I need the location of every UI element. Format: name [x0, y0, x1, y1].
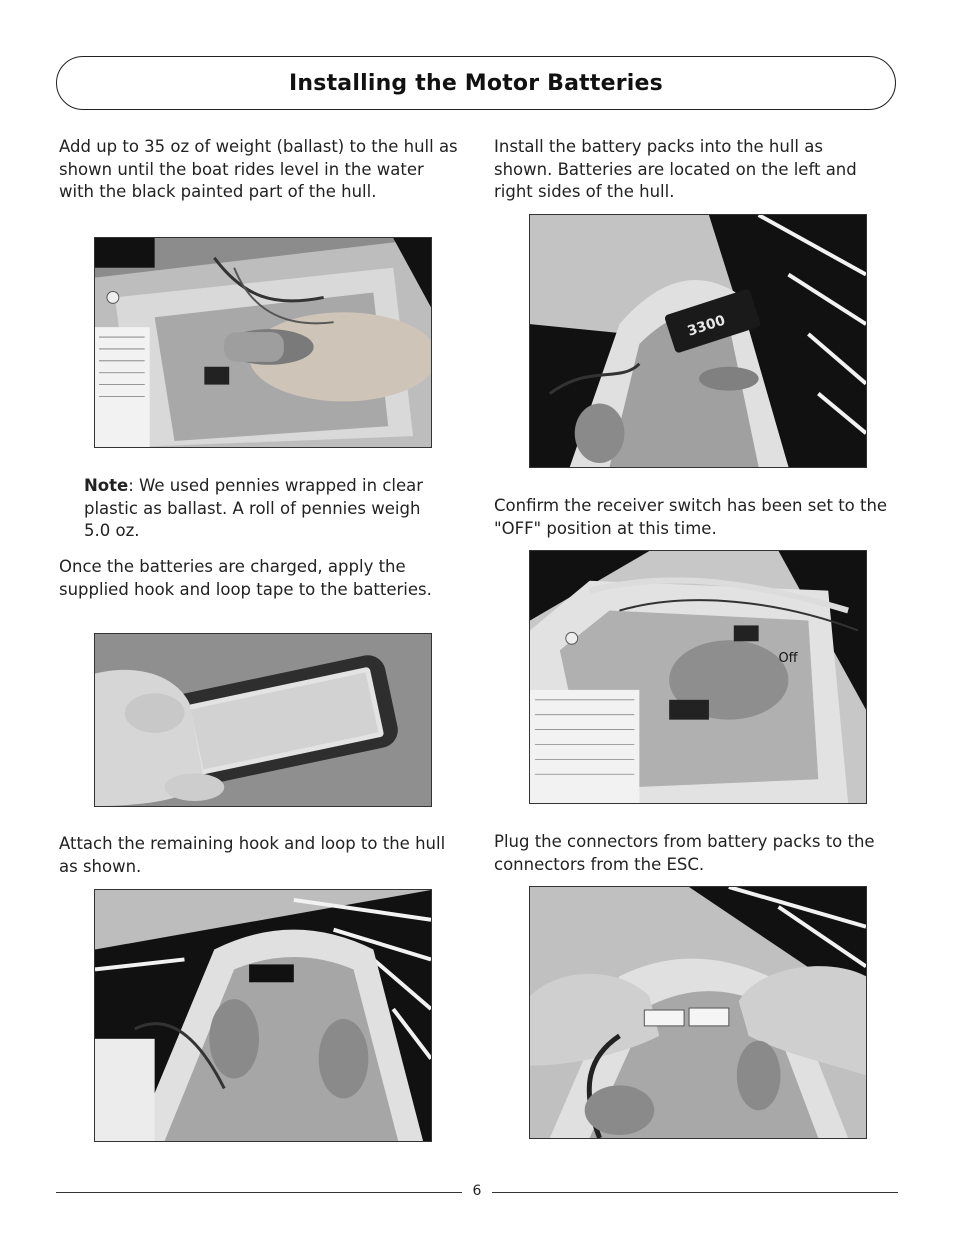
switch-off-label: Off	[778, 651, 798, 667]
page-title: Installing the Motor Batteries	[289, 70, 663, 96]
install-batteries-instruction: Install the battery packs into the hull as shown. Batteries are located on the left and right sides of the hull.	[494, 137, 857, 201]
note-paragraph	[84, 475, 424, 543]
title-banner	[56, 56, 896, 110]
connector-instruction: Plug the connectors from battery packs to the connectors from the ESC.	[494, 832, 875, 874]
footer-rule-right	[492, 1192, 898, 1193]
batteries-installed-photo	[529, 214, 867, 468]
battery-label: 3300	[685, 312, 728, 340]
hull-tape-instruction: Attach the remaining hook and loop to the hull as shown.	[59, 834, 446, 876]
receiver-switch-photo	[529, 550, 867, 804]
page-number: 6	[472, 1183, 482, 1199]
connectors-photo	[529, 886, 867, 1139]
footer-rule-left	[56, 1192, 462, 1193]
hull-tape-photo	[94, 889, 432, 1142]
ballast-instruction: Add up to 35 oz of weight (ballast) to the hull as shown until the boat rides level in the water with the black painted part of the hull.	[59, 137, 458, 201]
ballast-photo	[94, 237, 432, 448]
note-label: Note	[84, 476, 129, 495]
note-text: : We used pennies wrapped in clear plastic as ballast. A roll of pennies weigh 5.0 oz.	[84, 476, 424, 540]
battery-tape-photo	[94, 633, 432, 807]
tape-instruction: Once the batteries are charged, apply the supplied hook and loop tape to the batteries.	[59, 557, 432, 599]
switch-instruction: Confirm the receiver switch has been set to the "OFF" position at this time.	[494, 496, 888, 538]
